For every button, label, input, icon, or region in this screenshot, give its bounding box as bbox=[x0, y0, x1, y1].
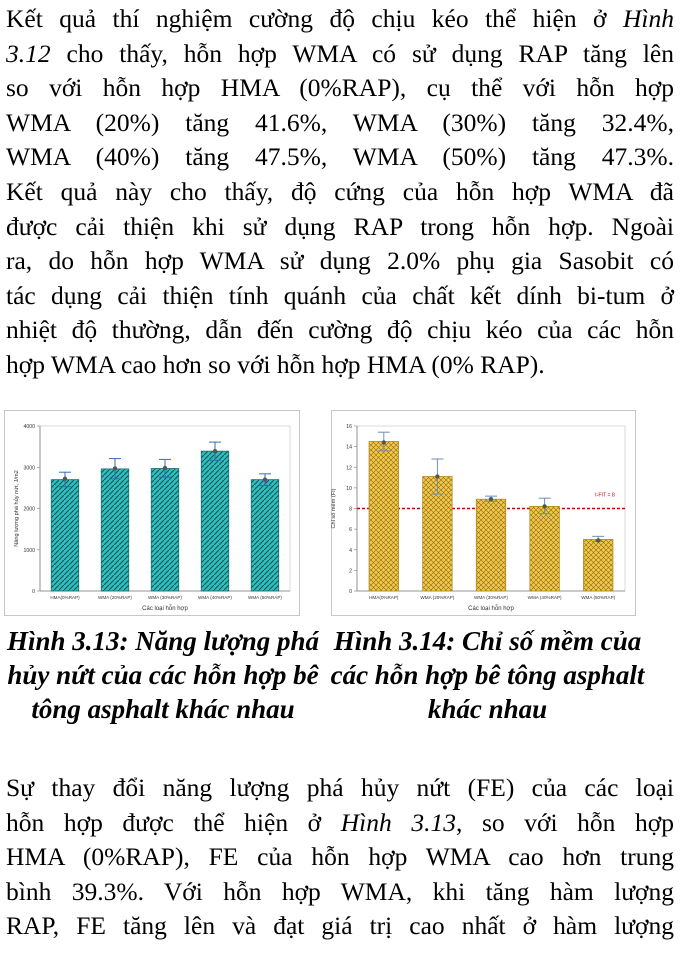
x-tick-label: WMA (50%RAP) bbox=[581, 595, 616, 600]
bar bbox=[151, 468, 179, 591]
x-tick-label: WMA (40%RAP) bbox=[527, 595, 562, 600]
y-tick-label: 14 bbox=[346, 444, 352, 451]
y-tick-label: 12 bbox=[346, 465, 352, 472]
y-tick-label: 0 bbox=[32, 589, 35, 595]
data-point bbox=[489, 497, 493, 501]
x-tick-label: WMA (50%RAP) bbox=[248, 595, 282, 600]
y-tick-label: 2000 bbox=[23, 506, 35, 513]
text-line: Sự thay đổi năng lượng phá hủy nứt (FE) của các loại bbox=[6, 773, 674, 802]
y-tick-label: 4000 bbox=[23, 424, 35, 430]
flexibility-index-bar-chart bbox=[331, 410, 636, 616]
text-line: nhiệt độ thường, dẫn đến cường độ chịu kéo của các hỗn bbox=[6, 315, 674, 345]
x-axis-title: Các loại hỗn hợp bbox=[142, 606, 188, 612]
bar bbox=[583, 539, 612, 591]
text-line: hợp WMA cao hơn so với hỗn hợp HMA (0% RAP). bbox=[6, 349, 545, 379]
y-tick-label: 10 bbox=[346, 485, 352, 492]
text-line: ra, do hỗn hợp WMA sử dụng 2.0% phụ gia Sasobit có bbox=[6, 246, 674, 276]
bar bbox=[530, 506, 559, 591]
paragraph-1 bbox=[6, 2, 674, 383]
data-point bbox=[163, 466, 167, 470]
text-line: tác dụng cải thiện tính quánh của chất kết dính bi-tum ở bbox=[6, 280, 674, 310]
y-tick-label: 6 bbox=[349, 527, 352, 534]
x-tick-label: WMA (20%RAP) bbox=[98, 595, 132, 600]
text-line: bình 39.3%. Với hỗn hợp WMA, khi tăng hàm lượng bbox=[6, 876, 674, 906]
data-point bbox=[435, 474, 439, 478]
fracture-energy-bar-chart bbox=[4, 410, 300, 616]
text-line: WMA (20%) tăng 41.6%, WMA (30%) tăng 32.4%, bbox=[6, 107, 674, 137]
x-tick-label: HMA(0%RAP) bbox=[50, 595, 80, 600]
x-tick-label: WMA (20%RAP) bbox=[420, 595, 455, 600]
text-line: WMA (40%) tăng 47.5%, WMA (50%) tăng 47.3%. bbox=[6, 142, 674, 172]
x-tick-label: WMA (30%RAP) bbox=[148, 595, 182, 600]
x-axis-title: Các loại hỗn hợp bbox=[468, 606, 514, 612]
data-point bbox=[63, 477, 67, 481]
y-tick-label: 0 bbox=[349, 589, 352, 595]
reference-line-label: I-FIT = 8 bbox=[595, 492, 615, 499]
text-line: 3.12 cho thấy, hỗn hợp WMA có sử dụng RAP tăng lên bbox=[6, 38, 674, 68]
bar bbox=[51, 480, 79, 591]
text-line: HMA (0%RAP), FE của hỗn hợp WMA cao hơn trung bbox=[6, 842, 674, 872]
data-point bbox=[213, 449, 217, 453]
y-axis-title: Năng lượng phá hủy nứt, J/m2 bbox=[14, 470, 20, 547]
text-line: hỗn hợp được thể hiện ở Hình 3.13, so với hỗn hợp bbox=[6, 807, 675, 837]
y-tick-label: 1000 bbox=[23, 547, 35, 554]
bar bbox=[201, 451, 229, 591]
x-tick-label: HMA(0%RAP) bbox=[369, 595, 399, 600]
data-point bbox=[596, 538, 600, 542]
bar bbox=[251, 480, 279, 591]
y-tick-label: 3000 bbox=[23, 465, 35, 472]
figure-3-13-caption: Hình 3.13: Năng lượng phá hủy nứt của các hỗn hợp bê tông asphalt khác nhau bbox=[7, 626, 319, 724]
bar bbox=[369, 441, 398, 591]
figure-flexibility-index-chart bbox=[331, 410, 636, 616]
y-tick-label: 2 bbox=[349, 568, 352, 575]
data-point bbox=[113, 466, 117, 470]
text-line: RAP, FE tăng lên và đạt giá trị cao nhất ở hàm lượng bbox=[6, 911, 674, 941]
data-point bbox=[263, 477, 267, 481]
paragraph-2 bbox=[6, 771, 674, 944]
text-line: Kết quả này cho thấy, độ cứng của hỗn hợp WMA đã bbox=[6, 176, 674, 206]
y-tick-label: 4 bbox=[349, 547, 352, 554]
y-tick-label: 16 bbox=[346, 424, 352, 430]
data-point bbox=[382, 440, 386, 444]
y-axis-title: Chỉ số mềm (FI) bbox=[331, 488, 337, 529]
figure-3-14-caption: Hình 3.14: Chỉ số mềm của các hỗn hợp bê tông asphalt khác nhau bbox=[330, 626, 645, 724]
text-line: được cải thiện khi sử dụng RAP trong hỗn hợp. Ngoài bbox=[6, 211, 674, 241]
y-tick-label: 8 bbox=[349, 506, 352, 513]
text-line: Kết quả thí nghiệm cường độ chịu kéo thể hiện ở Hình bbox=[6, 4, 674, 33]
x-tick-label: WMA (40%RAP) bbox=[198, 595, 232, 600]
bar bbox=[101, 469, 129, 591]
figure-fracture-energy-chart bbox=[4, 410, 300, 616]
bar bbox=[476, 499, 505, 591]
x-tick-label: WMA (30%RAP) bbox=[474, 595, 508, 600]
data-point bbox=[542, 504, 546, 508]
text-line: so với hỗn hợp HMA (0%RAP), cụ thể với hỗn hợp bbox=[6, 73, 674, 103]
